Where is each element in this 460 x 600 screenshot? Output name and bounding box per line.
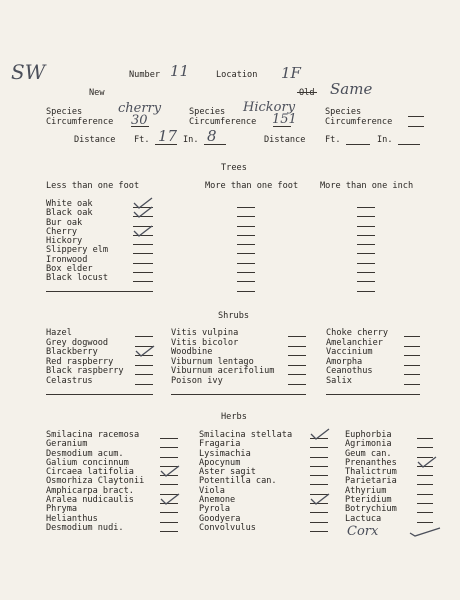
herb-blank-line: [417, 484, 433, 485]
tree-blank-line: [237, 263, 255, 264]
tree-label: Black locust: [46, 273, 109, 284]
tree-blank-line: [133, 263, 153, 264]
herb-label: Desmodium nudi.: [46, 522, 124, 533]
tree-blank-line: [237, 253, 255, 254]
shrub-label: Woodbine: [171, 347, 213, 358]
herb-label: Amphicarpa bract.: [46, 485, 134, 496]
shrub-label: Red raspberry: [46, 356, 114, 367]
shrub-label: Celastrus: [46, 375, 93, 386]
shrub-row-celastrus: [46, 377, 156, 387]
handwritten-corner-mark: SW: [11, 60, 46, 84]
herb-blank-line: [417, 512, 433, 513]
herbs-col-2: [199, 431, 333, 533]
tree-size-row: [237, 246, 257, 255]
shrub-label: Vitis vulpina: [171, 328, 239, 338]
tree-size-row: [237, 256, 257, 265]
shrub-row-blank: [46, 387, 156, 397]
herb-blank-line: [310, 457, 328, 458]
shrub-blank-line: [288, 346, 306, 347]
tree-size-row: [357, 246, 377, 255]
shrubs-col-3: [326, 329, 422, 396]
tree-blank-line: [133, 281, 153, 282]
herb-label: Circaea latifolia: [46, 467, 134, 478]
herbs-col-3: [345, 431, 437, 524]
herb-blank-line: [160, 447, 178, 448]
tree-row-black-locust: [46, 274, 166, 283]
herb-blank-line: [417, 438, 433, 439]
shrub-blank-line: [404, 355, 420, 356]
shrub-blank-line: [135, 374, 153, 375]
herb-label: Lysimachia: [199, 448, 251, 459]
tree-blank-line: [46, 291, 153, 292]
herb-label: Goodyera: [199, 513, 241, 524]
shrub-blank-line: [404, 365, 420, 366]
herb-blank-line: [417, 475, 433, 476]
herb-blank-line: [417, 494, 433, 495]
tree-size-row: [357, 209, 377, 218]
tree-size-row: [237, 228, 257, 237]
tree-label: Slippery elm: [46, 245, 109, 256]
herb-blank-line: [160, 484, 178, 485]
shrub-blank-line: [326, 394, 420, 395]
herb-label: Apocynum: [199, 457, 241, 468]
shrub-label: Grey dogwood: [46, 337, 109, 348]
herb-label: Fragaria: [199, 439, 241, 450]
circumference-label-2: Circumference: [189, 117, 257, 127]
herb-label: Smilacina stellata: [199, 430, 293, 440]
shrub-blank-line: [135, 365, 153, 366]
in-label-1: In.: [183, 135, 199, 145]
tree-blank-line: [357, 272, 375, 273]
herb-label: Galium concinnum: [46, 457, 129, 468]
herb-blank-line: [160, 457, 178, 458]
herb-blank-line: [310, 484, 328, 485]
circumference-value-2: 151: [272, 112, 297, 127]
tree-blank-line: [357, 216, 375, 217]
tree-blank-line: [237, 207, 255, 208]
herb-label: Agrimonia: [345, 439, 392, 450]
shrub-label: Black raspberry: [46, 366, 124, 377]
old-label: Old: [299, 88, 315, 98]
tree-label: White oak: [46, 199, 93, 209]
herb-label: Pyrola: [199, 504, 231, 515]
trees-heading: Trees: [221, 163, 247, 173]
new-label: New: [89, 88, 105, 98]
species-label-2: Species: [189, 107, 226, 117]
shrub-blank-line: [404, 374, 420, 375]
number-value: 11: [170, 62, 190, 80]
shrub-row-poison-ivy: [171, 377, 307, 387]
tree-blank-line: [357, 291, 375, 292]
shrub-blank-line: [288, 365, 306, 366]
shrub-label: Amorpha: [326, 356, 363, 367]
old-value: Same: [330, 80, 373, 98]
herb-label: Botrychium: [345, 504, 397, 515]
shrub-label: Vitis bicolor: [171, 337, 239, 348]
herb-label: Aralea nudicaulis: [46, 495, 134, 506]
shrub-label: Poison ivy: [171, 375, 223, 386]
trees-col-header-3: More than one inch: [320, 181, 414, 191]
circumference-label-3: Circumference: [325, 117, 393, 127]
tree-label: Black oak: [46, 208, 93, 219]
herb-blank-line: [310, 531, 328, 532]
shrub-blank-line: [288, 384, 306, 385]
ft-label-1: Ft.: [134, 135, 150, 145]
herb-blank-line: [310, 522, 328, 523]
distance-label-2: Distance: [264, 135, 306, 145]
herb-blank-line: [310, 512, 328, 513]
trees-blank-col-2: [237, 200, 257, 293]
herb-label: Aster sagit: [199, 467, 256, 478]
trees-blank-col-3: [357, 200, 377, 293]
in-blank-2: [398, 144, 420, 145]
trees-col-header-1: Less than one foot: [46, 181, 140, 191]
herb-blank-line: [310, 447, 328, 448]
herb-label: Parietaria: [345, 476, 397, 487]
herb-blank-line: [310, 475, 328, 476]
ft-value-1: 17: [158, 127, 178, 145]
trees-col-header-2: More than one foot: [205, 181, 299, 191]
species-label-1: Species: [46, 107, 83, 117]
tree-blank-line: [357, 207, 375, 208]
herb-label: Geranium: [46, 439, 88, 450]
herb-label: Potentilla can.: [199, 476, 277, 487]
ft-label-2: Ft.: [325, 135, 341, 145]
herb-row-desmodium-nudi: [46, 524, 181, 533]
shrub-blank-line: [404, 346, 420, 347]
tree-blank-line: [357, 263, 375, 264]
shrub-blank-line: [135, 336, 153, 337]
herb-label: Smilacina racemosa: [46, 430, 140, 440]
shrub-blank-line: [46, 394, 153, 395]
herb-row-convolvulus: [199, 524, 333, 533]
circumference-label-1: Circumference: [46, 117, 114, 127]
tree-blank-line: [237, 272, 255, 273]
herb-label: Pteridium: [345, 495, 392, 506]
herb-blank-line: [417, 522, 433, 523]
tree-size-row: [357, 237, 377, 246]
shrub-blank-line: [171, 394, 306, 395]
shrub-label: Viburnum acerifolium: [171, 366, 275, 377]
tree-size-row: [237, 200, 257, 209]
tree-size-row: [357, 219, 377, 228]
tree-size-row: [357, 228, 377, 237]
number-label: Number: [129, 70, 161, 80]
herb-blank-line: [417, 447, 433, 448]
herb-blank-line: [417, 503, 433, 504]
tree-blank-line: [133, 272, 153, 273]
tree-size-row: [357, 265, 377, 274]
species-blank-3: [408, 116, 424, 117]
shrub-label: Choke cherry: [326, 328, 389, 338]
herb-blank-line: [310, 466, 328, 467]
herb-label: Lactuca: [345, 513, 382, 524]
circumference-value-1: 30: [131, 113, 148, 128]
shrub-blank-line: [288, 336, 306, 337]
tree-size-row: [237, 274, 257, 283]
shrub-label: Amelanchier: [326, 337, 383, 348]
tree-blank-line: [237, 244, 255, 245]
handwritten-note-bottom: Corx: [347, 524, 379, 539]
herbs-heading: Herbs: [221, 412, 247, 422]
circumference-blank-3: [408, 126, 424, 127]
tree-size-row: [357, 256, 377, 265]
tree-size-row: [357, 274, 377, 283]
old-strikeout: [297, 92, 317, 93]
herb-label: Thalictrum: [345, 467, 397, 478]
tree-blank-line: [133, 253, 153, 254]
shrub-row-blank: [171, 387, 307, 397]
herb-label: Convolvulus: [199, 522, 256, 533]
shrub-label: Hazel: [46, 328, 72, 338]
tree-row-blank: [46, 284, 166, 293]
tree-blank-line: [237, 291, 255, 292]
shrub-label: Viburnum lentago: [171, 356, 254, 367]
tree-size-row: [237, 284, 257, 293]
species-value-2: Hickory: [243, 100, 296, 115]
shrub-row-blank: [326, 387, 422, 397]
location-value: 1F: [281, 64, 301, 82]
herb-label: Geum can.: [345, 448, 392, 459]
shrub-label: Salix: [326, 375, 352, 386]
herb-blank-line: [160, 512, 178, 513]
tree-blank-line: [133, 244, 153, 245]
herb-label: Osmorhiza Claytonii: [46, 476, 145, 487]
shrub-blank-line: [288, 374, 306, 375]
tree-blank-line: [237, 226, 255, 227]
shrub-blank-line: [404, 336, 420, 337]
tree-blank-line: [237, 235, 255, 236]
handwritten-note-check: [408, 524, 442, 538]
herb-label: Euphorbia: [345, 430, 392, 440]
distance-label-1: Distance: [74, 135, 116, 145]
tree-blank-line: [237, 216, 255, 217]
in-value-1: 8: [207, 127, 217, 145]
tree-blank-line: [357, 253, 375, 254]
herb-blank-line: [160, 531, 178, 532]
shrub-row-salix: [326, 377, 422, 387]
tree-blank-line: [357, 226, 375, 227]
shrub-label: Ceanothus: [326, 366, 373, 377]
tree-label: Ironwood: [46, 254, 88, 265]
herb-label: Desmodium acum.: [46, 448, 124, 459]
herb-row-lactuca: [345, 515, 437, 524]
tree-size-row: [357, 200, 377, 209]
herb-label: Helianthus: [46, 513, 98, 524]
tree-label: Hickory: [46, 236, 83, 247]
tree-label: Box elder: [46, 264, 93, 275]
herb-blank-line: [160, 522, 178, 523]
shrubs-heading: Shrubs: [218, 311, 250, 321]
tree-blank-line: [237, 281, 255, 282]
herb-blank-line: [160, 438, 178, 439]
herb-label: Phryma: [46, 504, 78, 515]
herb-label: Athyrium: [345, 485, 387, 496]
tree-blank-line: [357, 281, 375, 282]
herb-label: Anemone: [199, 495, 236, 506]
shrub-blank-line: [135, 384, 153, 385]
ft-blank-2: [346, 144, 370, 145]
shrub-label: Vaccinium: [326, 347, 373, 358]
shrub-blank-line: [288, 355, 306, 356]
herbs-col-1: [46, 431, 181, 533]
tree-blank-line: [357, 235, 375, 236]
tree-blank-line: [357, 244, 375, 245]
trees-list: [46, 200, 166, 293]
shrub-label: Blackberry: [46, 347, 98, 358]
herb-label: Prenanthes: [345, 457, 397, 468]
species-value-1: cherry: [118, 101, 162, 116]
shrubs-col-1: [46, 329, 156, 396]
location-label: Location: [216, 70, 258, 80]
tree-size-row: [357, 284, 377, 293]
shrub-blank-line: [404, 384, 420, 385]
tree-size-row: [237, 237, 257, 246]
tree-size-row: [237, 265, 257, 274]
tree-label: Cherry: [46, 226, 78, 237]
herb-label: Viola: [199, 485, 225, 496]
species-label-3: Species: [325, 107, 362, 117]
tree-size-row: [237, 219, 257, 228]
in-label-2: In.: [377, 135, 393, 145]
tree-label: Bur oak: [46, 217, 83, 228]
shrubs-col-2: [171, 329, 307, 396]
tree-size-row: [237, 209, 257, 218]
